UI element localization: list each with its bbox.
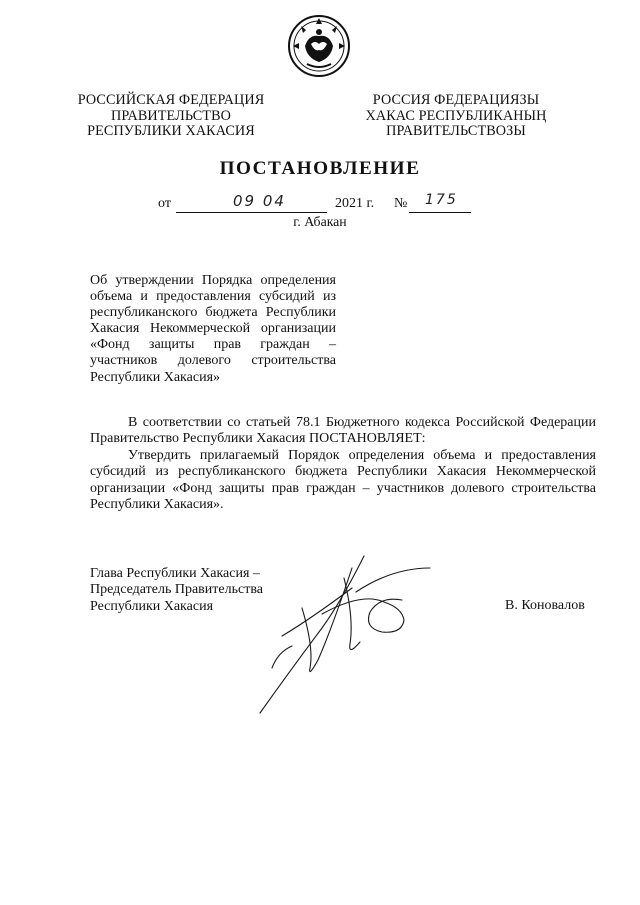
body-line: Республики Хакасия». [90,497,224,513]
header-right-line: ХАКАС РЕСПУБЛИКАНЫҢ [365,107,547,124]
number-underline [409,212,471,213]
date-row [0,192,640,216]
body-line: Утвердить прилагаемый Порядок определения объема и предоставления [128,447,596,463]
subject-line: «Фонд защиты прав граждан – [90,337,336,353]
header-right-line: ПРАВИТЕЛЬСТВОЗЫ [386,123,526,140]
subject-line: участников долевого строительства [90,353,336,369]
position-line: Республики Хакасия [90,598,214,614]
position-line: Председатель Правительства [90,582,263,598]
signatory-name: В. Коновалов [505,598,585,613]
decree-subject [90,273,336,386]
date-handwritten: 09 04 [233,192,286,210]
position-line: Глава Республики Хакасия – [90,566,260,581]
date-prefix: от [158,196,171,211]
date-underline [176,212,327,213]
header-left-line: ПРАВИТЕЛЬСТВО [111,107,231,124]
subject-line: Об утверждении Порядка определения [90,273,336,288]
header-left [70,93,272,140]
header-left-line: РЕСПУБЛИКИ ХАКАСИЯ [87,123,255,140]
handwritten-signature-icon [252,548,432,720]
header-right [345,93,567,140]
city: г. Абакан [293,214,347,229]
body-line: организации «Фонд защиты прав граждан – участников долевого строительства [90,480,596,496]
header-right-line: РОССИЯ ФЕДЕРАЦИЯЗЫ [372,92,540,108]
coat-of-arms-icon [287,14,351,78]
header-left-line: РОССИЙСКАЯ ФЕДЕРАЦИЯ [77,92,265,108]
number-sign: № [394,196,408,211]
body-line: субсидий из республиканского бюджета Республики Хакасия Некоммерческой [90,464,596,480]
subject-line: объема и предоставления субсидий из [90,289,336,305]
subject-line: Республики Хакасия» [90,369,221,385]
decree-body [90,415,596,513]
number-handwritten: 175 [425,192,458,208]
subject-line: республиканского бюджета Республики [90,305,336,321]
date-year: 2021 г. [335,196,375,211]
body-line: Правительство Республики Хакасия ПОСТАНОВЛЯЕТ: [90,431,426,447]
document-title: ПОСТАНОВЛЕНИЕ [219,158,421,179]
subject-line: Хакасия Некоммерческой организации [90,321,336,337]
body-line: В соответствии со статьей 78.1 Бюджетного кодекса Российской Федерации [128,415,596,430]
